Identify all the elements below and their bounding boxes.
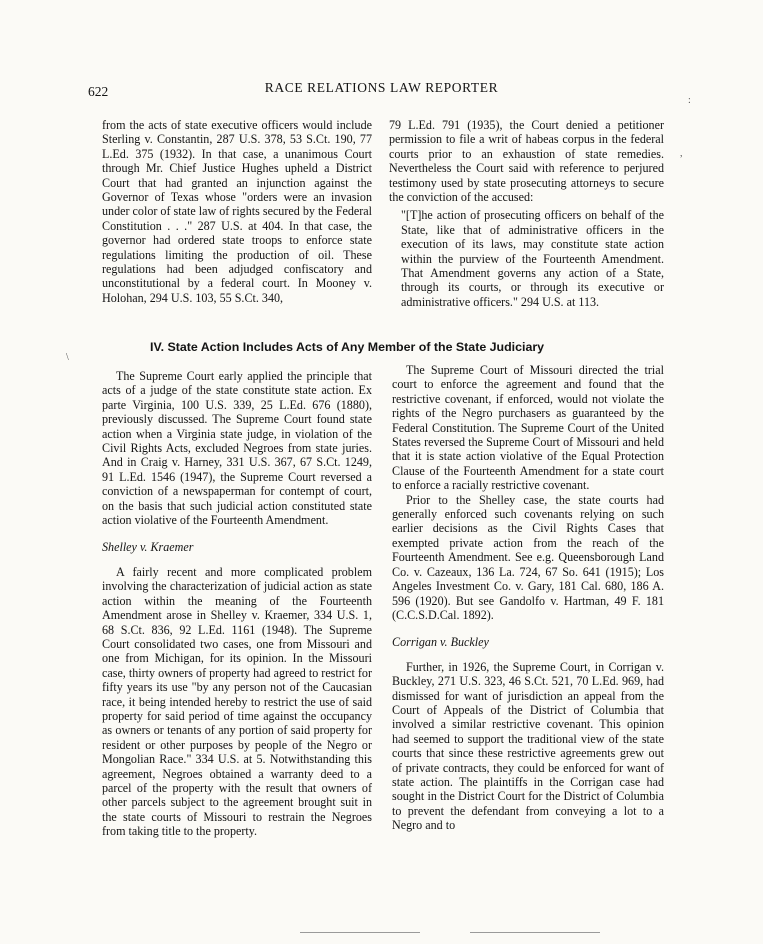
- top-right-paragraph: 79 L.Ed. 791 (1935), the Court denied a petitioner permission to file a writ of habeas corpus in the federal courts prior to an exhaustion of state remedies. Nevertheless the Court said with reference to perjured testimony used by state prosecuting attorneys to secure the conviction of the accused:: [389, 118, 664, 205]
- top-left-column: [102, 118, 372, 305]
- top-left-paragraph: from the acts of state executive officers would include Sterling v. Constantin, 287 U.S. 378, 53 S.Ct. 190, 77 L.Ed. 375 (1932). In that case, a unanimous Court through Mr. Chief Justice Hughes upheld a District Court that had granted an injunction against the Governor of Texas whose "orders were an invasion under color of state law of rights secured by the Federal Constitution . . ." 287 U.S. at 404. In that case, the governor had ordered state troops to enforce state regulations limiting the production of oil. These regulations had been adjudged confiscatory and unconstitutional by a federal court. In Mooney v. Holohan, 294 U.S. 103, 55 S.Ct. 340,: [102, 118, 373, 305]
- subheading-shelley: Shelley v. Kraemer: [102, 540, 194, 555]
- bottom-right-column: [392, 363, 664, 833]
- subheading-corrigan: Corrigan v. Buckley: [392, 635, 489, 650]
- page-number: 622: [88, 84, 109, 99]
- top-right-column: [389, 118, 664, 309]
- section-heading: IV. State Action Includes Acts of Any Member of the State Judiciary: [150, 340, 545, 354]
- margin-mark: :: [688, 95, 691, 106]
- footer-rule: [300, 932, 420, 933]
- paragraph-corrigan: Further, in 1926, the Supreme Court, in Corrigan v. Buckley, 271 U.S. 323, 46 S.Ct. 521, 70 L.Ed. 969, had dismissed for want of jurisdiction an appeal from the Court of Appeals of the District of Columbia that involved a similar restrictive covenant. This opinion had seemed to support the traditional view of the state courts that since these restrictive agreements grew out of private contracts, they could be enforced for want of state action. The plaintiffs in the Corrigan case had sought in the District Court for the District of Columbia to prevent the defendant from conveying a lot to a Negro and to: [392, 659, 664, 833]
- paragraph-judicial-action: The Supreme Court early applied the principle that acts of a judge of the state constitute state action. Ex parte Virginia, 100 U.S. 339, 25 L.Ed. 676 (1880), previously discussed. The Supreme Court found state action when a Virginia state judge, in violation of the Civil Rights Acts, excluded Negroes from state juries. And in Craig v. Harney, 331 U.S. 367, 67 S.Ct. 1249, 91 L.Ed. 1546 (1947), the Supreme Court reversed a conviction of a newspaperman for contempt of court, on the basis that such judicial action constituted state action violative of the Fourteenth Amendment.: [102, 369, 372, 528]
- margin-mark: ,: [680, 148, 683, 159]
- bottom-left-column: [102, 369, 372, 839]
- footer-rule: [470, 932, 600, 933]
- running-head: RACE RELATIONS LAW REPORTER: [264, 80, 499, 95]
- paragraph-prior-cases: Prior to the Shelley case, the state courts had generally enforced such covenants relying on such earlier decisions as the Civil Rights Cases that exempted private action from the reach of the Fourteenth Amendment. See e.g. Queensborough Land Co. v. Cazeaux, 136 La. 724, 67 So. 641 (1915); Los Angeles Investment Co. v. Gary, 181 Cal. 680, 186 A. 596 (1920). But see Gandolfo v. Hartman, 49 F. 181 (C.C.S.D.Cal. 1892).: [392, 492, 664, 622]
- paragraph-shelley: A fairly recent and more complicated problem involving the characterization of judicial action as state action within the meaning of the Fourteenth Amendment arose in Shelley v. Kraemer, 334 U.S. 1, 68 S.Ct. 836, 92 L.Ed. 1161 (1948). The Supreme Court consolidated two cases, one from Missouri and one from Michigan, for its opinion. In the Missouri case, thirty owners of property had agreed to restrict for fifty years its use "by any person not of the Caucasian race, it being intended hereby to restrict the use of said property for said period of time against the occupancy as owners or tenants of any portion of said property for resident or other purposes by people of the Negro or Mongolian Race." 334 U.S. at 5. Notwithstanding this agreement, Negroes obtained a warranty deed to a parcel of the property with the result that owners of other parcels subject to the agreement brought suit in the state courts of Missouri to restrain the Negroes from taking title to the property.: [102, 564, 372, 839]
- paragraph-missouri-court: The Supreme Court of Missouri directed the trial court to enforce the agreement and found that the restrictive covenant, if enforced, would not violate the rights of the Negro purchasers as guaranteed by the Federal Constitution. The Supreme Court of the United States reversed the Supreme Court of Missouri and held that it is state action violative of the Equal Protection Clause of the Fourteenth Amendment for a state court to enforce a racially restrictive covenant.: [392, 363, 664, 493]
- block-quote: "[T]he action of prosecuting officers on behalf of the State, like that of administrative officers in the execution of its laws, may constitute state action within the purview of the Fourteenth Amendment. That Amendment governs any action of a State, through its courts, or through its executive or administrative officers." 294 U.S. at 113.: [401, 208, 664, 309]
- margin-mark: \: [66, 352, 69, 363]
